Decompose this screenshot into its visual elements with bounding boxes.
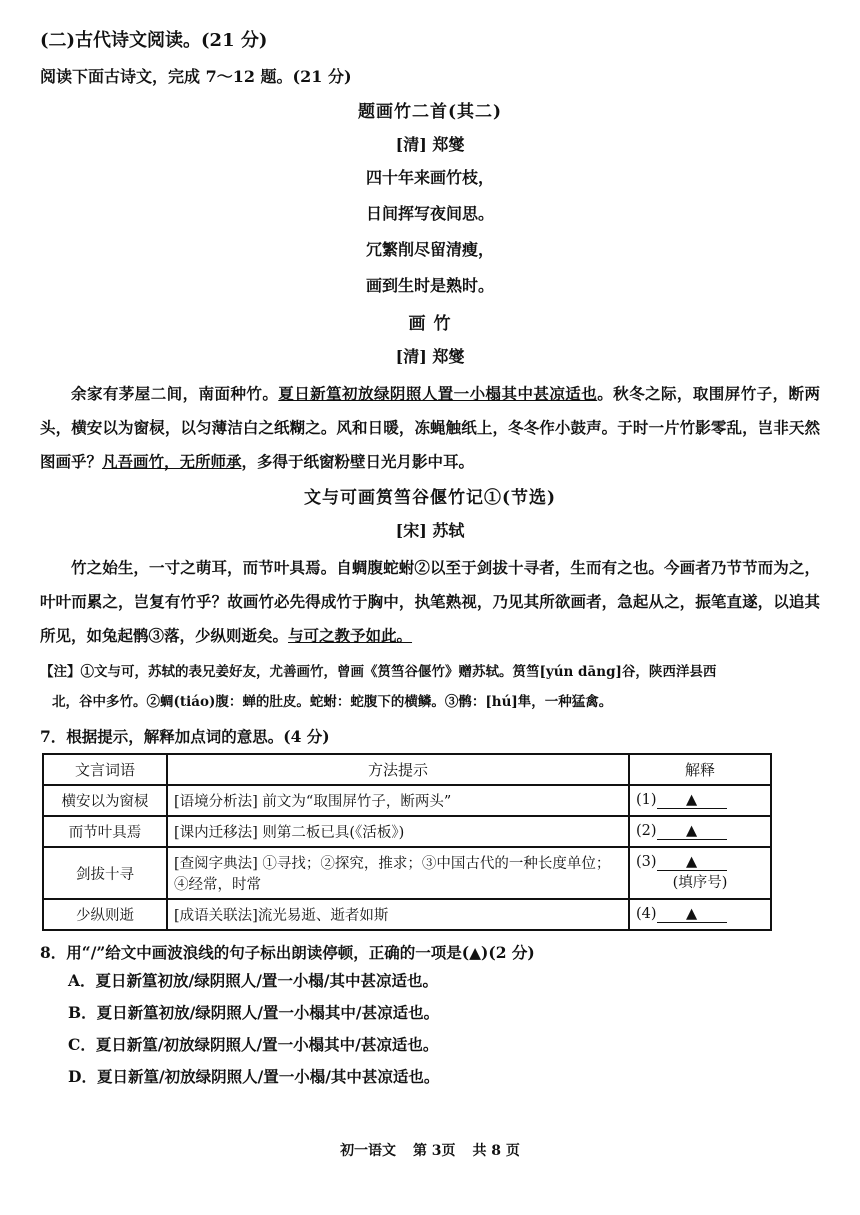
text-run: ，多得于纸窗粉壁日光月影中耳。 <box>241 452 475 471</box>
answer-blank[interactable]: ▲ <box>657 854 727 871</box>
row-hint: [成语关联法]流光易逝、逝者如斯 <box>167 899 629 930</box>
answer-number: (3) <box>636 854 657 870</box>
row-word: 而节叶具焉 <box>43 816 167 847</box>
question-7-table <box>42 753 772 931</box>
prose-3-paragraph <box>40 551 820 653</box>
option-d[interactable]: D．夏日新篁/初放绿阴照人/置一小榻/其中甚凉适也。 <box>68 1067 440 1086</box>
poem-line: 画到生时是熟时。 <box>365 276 494 295</box>
question-8-stem: 8．用“/”给文中画波浪线的句子标出朗读停顿，正确的一项是(▲)(2 分) <box>40 943 535 962</box>
answer-blank[interactable]: ▲ <box>657 792 727 809</box>
poem-line: 四十年来画竹枝， <box>365 168 494 187</box>
poem-1-author: [清] 郑燮 <box>395 135 465 154</box>
underlined-sentence: 凡吾画竹，无所师承 <box>102 452 242 471</box>
row-word: 剑拔十寻 <box>43 847 167 899</box>
text-run: 竹之始生，一寸之萌耳，而节叶具焉。自蜩腹蛇蚹②以至于剑拔十寻者，生而有之也。今画者乃节节而为之，叶叶而累之，岂复有竹乎？故画竹必先得成竹于胸中，执笔熟视，乃见其所欲画者，急起从之，振笔直遂，以追其所见，如兔起鹘③落，少纵则逝矣。 <box>40 558 820 645</box>
table-row <box>43 816 771 847</box>
annotation-note: 北，谷中多竹。②蜩(tiáo)腹：蝉的肚皮。蛇蚹：蛇腹下的横鳞。③鹘：[hú]隼，一种猛禽。 <box>52 694 613 710</box>
row-hint: [课内迁移法] 则第二板已具(《活板》) <box>167 816 629 847</box>
row-hint: [查阅字典法] ①寻找；②探究，推求；③中国古代的一种长度单位；④经常，时常 <box>167 847 629 899</box>
option-b[interactable]: B．夏日新篁初放/绿阴照人/置一小榻其中/甚凉适也。 <box>68 1003 440 1022</box>
prose-2-title: 画 竹 <box>408 314 452 334</box>
answer-cell[interactable] <box>629 785 771 816</box>
footer-subject: 初一语文 <box>340 1143 397 1159</box>
instruction: 阅读下面古诗文，完成 7～12 题。(21 分) <box>40 67 352 86</box>
wavy-underlined-sentence: 夏日新篁初放绿阴照人置一小榻其中甚凉适也 <box>278 384 598 403</box>
prose-3-title: 文与可画筼筜谷偃竹记①(节选) <box>303 488 557 508</box>
underlined-sentence: 与可之教予如此。 <box>288 626 413 645</box>
header-word: 文言词语 <box>43 754 167 785</box>
table-header-row <box>43 754 771 785</box>
footer-page: 第 3页 <box>412 1143 456 1159</box>
poem-1-title: 题画竹二首(其二) <box>357 102 503 122</box>
poem-1 <box>40 97 820 296</box>
answer-blank[interactable]: ▲ <box>657 823 727 840</box>
question-7-stem: 7．根据提示，解释加点词的意思。(4 分) <box>40 727 330 746</box>
poem-line: 冗繁削尽留清瘦， <box>365 240 494 259</box>
answer-cell[interactable] <box>629 847 771 899</box>
header-answer: 解释 <box>629 754 771 785</box>
row-hint: [语境分析法] 前文为“取围屏竹子，断两头” <box>167 785 629 816</box>
answer-number: (1) <box>636 792 657 808</box>
table-row <box>43 899 771 930</box>
option-a[interactable]: A．夏日新篁初放/绿阴照人/置一小榻/其中甚凉适也。 <box>68 971 439 990</box>
fill-hint: (填序号) <box>672 875 728 891</box>
prose-3 <box>40 483 820 653</box>
answer-cell[interactable] <box>629 816 771 847</box>
table-row <box>43 785 771 816</box>
row-word: 少纵则逝 <box>43 899 167 930</box>
header-hint: 方法提示 <box>167 754 629 785</box>
footer-total: 共 8 页 <box>472 1143 520 1159</box>
table-row <box>43 847 771 899</box>
option-c[interactable]: C．夏日新篁/初放绿阴照人/置一小榻其中/甚凉适也。 <box>68 1035 439 1054</box>
page-footer <box>0 1140 860 1160</box>
annotation-note: 【注】①文与可，苏轼的表兄姜好友，尤善画竹，曾画《筼筜谷偃竹》赠苏轼。筼筜[yún dāng]谷，陕西洋县西 <box>40 664 717 680</box>
answer-number: (4) <box>636 906 657 922</box>
poem-line: 日间挥写夜间思。 <box>365 204 494 223</box>
section-title: (二)古代诗文阅读。(21 分) <box>40 30 268 51</box>
text-run: 。秋冬之际，取围屏竹子，断两头，横安以为窗棂，以匀薄洁白之纸糊之。风和日暖，冻蝇触纸上，冬冬作小鼓声。于时一片竹影零乱，岂非天然图画乎？ <box>40 384 820 471</box>
prose-3-author: [宋] 苏轼 <box>395 521 465 540</box>
row-word: 横安以为窗棂 <box>43 785 167 816</box>
answer-blank[interactable]: ▲ <box>657 906 727 923</box>
answer-number: (2) <box>636 823 657 839</box>
prose-2 <box>40 309 820 479</box>
prose-2-paragraph <box>40 377 820 479</box>
answer-cell[interactable] <box>629 899 771 930</box>
text-run: 余家有茅屋二间，南面种竹。 <box>71 384 279 403</box>
prose-2-author: [清] 郑燮 <box>395 347 465 366</box>
